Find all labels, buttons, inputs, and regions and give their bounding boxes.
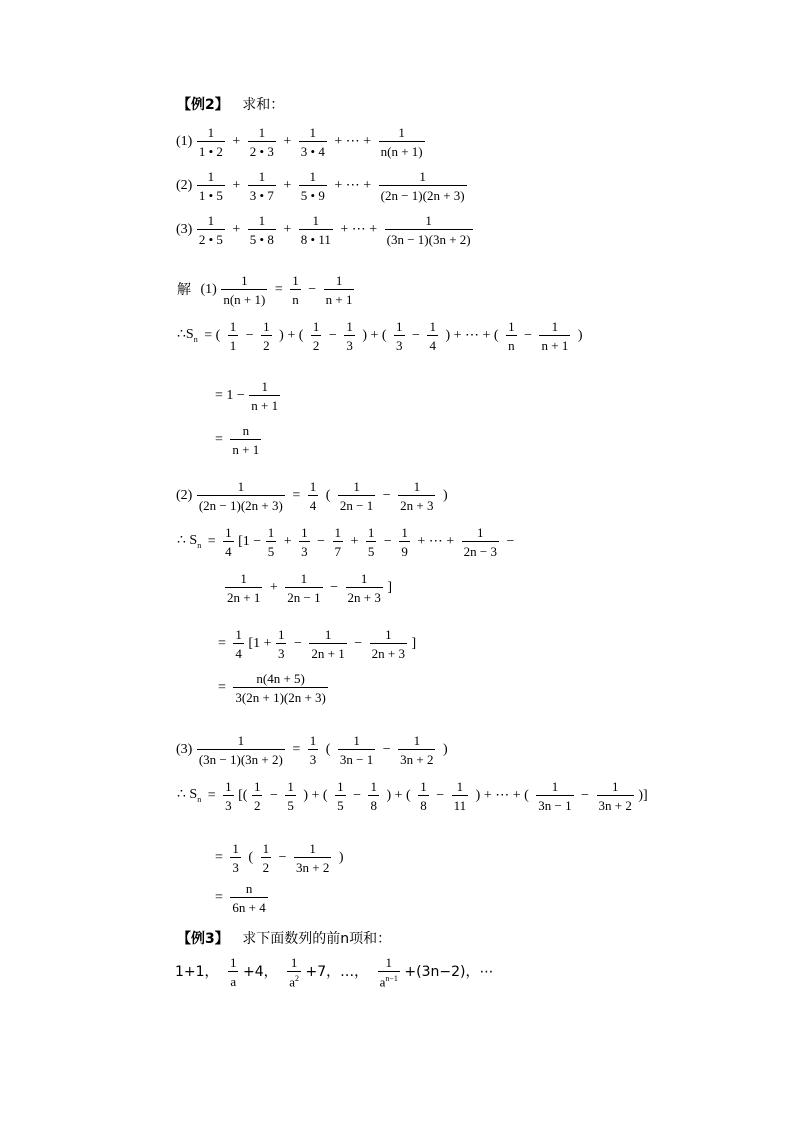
sum-symbol: $\therefore S_n$ (177, 327, 198, 344)
fraction: $\frac{1}{8 • 11}$ (300, 213, 331, 247)
problem-label: (3) (176, 222, 193, 237)
part-label: (1) (200, 282, 217, 297)
solution-3-identity: (3) $\frac{1}{(3n - 1)(3n + 2)}$ = $\frac{1}{3}$ ( $\frac{1}{3n - 1}$ − $\frac{1}{3n + 2}$ ) (176, 733, 448, 767)
problem-1: (1) $\frac{1}{1 • 2}$ + $\frac{1}{2 • 3}$ + $\frac{1}{3 • 4}$ + ⋯ + $\frac{1}{n(n + 1)}$ (176, 125, 423, 159)
sum-symbol: ∴ $S_n$ (177, 533, 202, 550)
fraction: $\frac{1}{5 • 9}$ (300, 169, 325, 203)
solution-1-sum: $\therefore S_n$ = ( $\frac{1}{1}$ − $\frac{1}{2}$ ) + ( $\frac{1}{2}$ − $\frac{1}{3}$ ) + ( $\frac{1}{3}$ − $\frac{1}{4}$ ) + ⋯ + ( $\frac{1}{n}$ − $\frac{1}{n + 1}$ ) (177, 319, 583, 353)
example-tag: 【例3】 (177, 931, 229, 947)
fraction: $\frac{1}{3 • 4}$ (300, 125, 325, 159)
problem-3: (3) $\frac{1}{2 • 5}$ + $\frac{1}{5 • 8}$ + $\frac{1}{8 • 11}$ + ⋯ + $\frac{1}{(3n - 1)(3n + 2)}$ (176, 213, 471, 247)
solution-1-identity: 解 (1) $\frac{1}{n(n + 1)}$ = $\frac{1}{n}$ − $\frac{1}{n + 1}$ (177, 273, 353, 307)
solution-label: 解 (177, 282, 191, 298)
fraction: $\frac{1}{n(n + 1)}$ (223, 273, 266, 307)
part-label: (3) (176, 742, 193, 757)
example-tag: 【例2】 (177, 97, 229, 113)
example-prompt: 求和： (242, 97, 285, 113)
example-prompt: 求下面数列的前n项和： (242, 931, 392, 947)
part-label: (2) (176, 488, 193, 503)
fraction: $\frac{1}{1 • 5}$ (198, 169, 223, 203)
fraction: $\frac{1}{n}$ (292, 273, 299, 307)
fraction: $\frac{1}{(2n - 1)(2n + 3)}$ (380, 169, 465, 203)
fraction: $\frac{1}{2 • 3}$ (249, 125, 274, 159)
example-3-sequence: 1+1， $\frac{1}{a}$ +4， $\frac{1}{a^2}$ +7，…， $\frac{1}{a^{n-1}}$ +(3n−2)，⋯ (175, 955, 494, 990)
fraction: $\frac{1}{3 • 7}$ (249, 169, 274, 203)
fraction: $\frac{1}{1 • 2}$ (198, 125, 223, 159)
solution-1-result: = $\frac{n}{n + 1}$ (215, 423, 260, 457)
sum-symbol: ∴ $S_n$ (177, 787, 202, 804)
fraction: $\frac{1}{5 • 8}$ (249, 213, 274, 247)
solution-2-step-1: = $\frac{1}{4}$ [1 + $\frac{1}{3}$ − $\frac{1}{2n + 1}$ − $\frac{1}{2n + 3}$ ] (218, 627, 417, 661)
solution-3-sum: ∴ $S_n$ = $\frac{1}{3}$ [( $\frac{1}{2}$ − $\frac{1}{5}$ ) + ( $\frac{1}{5}$ − $\frac{1}{8}$ ) + ( $\frac{1}{8}$ − $\frac{1}{11}$ ) + ⋯ + ( $\frac{1}{3n - 1}$ − $\frac{1}{3n + 2}$ )] (177, 779, 648, 813)
example-2-header (177, 98, 284, 113)
fraction: $\frac{1}{(3n - 1)(3n + 2)}$ (386, 213, 471, 247)
problem-label: (1) (176, 134, 193, 149)
example-3-header (177, 932, 391, 947)
problem-2: (2) $\frac{1}{1 • 5}$ + $\frac{1}{3 • 7}$ + $\frac{1}{5 • 9}$ + ⋯ + $\frac{1}{(2n - 1)(2n + 3)}$ (176, 169, 465, 203)
fraction: $\frac{1}{2 • 5}$ (198, 213, 223, 247)
solution-3-step-1: = $\frac{1}{3}$ ( $\frac{1}{2}$ − $\frac{1}{3n + 2}$ ) (215, 841, 344, 875)
problem-label: (2) (176, 178, 193, 193)
solution-2-identity: (2) $\frac{1}{(2n - 1)(2n + 3)}$ = $\frac{1}{4}$ ( $\frac{1}{2n - 1}$ − $\frac{1}{2n + 3}$ ) (176, 479, 448, 513)
solution-2-sum: ∴ $S_n$ = $\frac{1}{4}$ [1 − $\frac{1}{5}$ + $\frac{1}{3}$ − $\frac{1}{7}$ + $\frac{1}{5}$ − $\frac{1}{9}$ + ⋯ + $\frac{1}{2n - 3}$ − (177, 525, 515, 559)
fraction: $\frac{1}{n(n + 1)}$ (380, 125, 423, 159)
solution-1-step-1: = 1 − $\frac{1}{n + 1}$ (215, 379, 279, 413)
solution-2-result: = $\frac{n(4n + 5)}{3(2n + 1)(2n + 3)}$ (218, 671, 326, 705)
solution-2-sum-continued: $\frac{1}{2n + 1}$ + $\frac{1}{2n - 1}$ − $\frac{1}{2n + 3}$ ] (227, 571, 393, 605)
fraction: $\frac{1}{n + 1}$ (325, 273, 353, 307)
solution-3-result: = $\frac{n}{6n + 4}$ (215, 881, 266, 915)
